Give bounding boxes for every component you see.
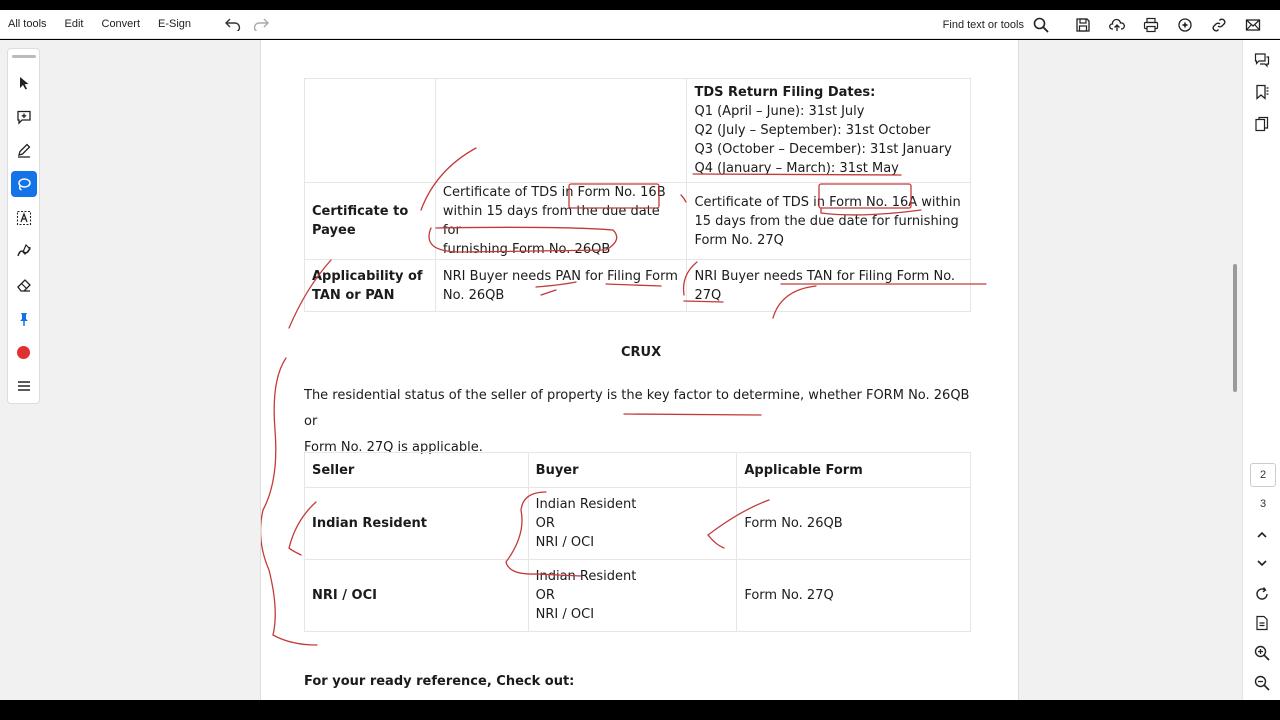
table-header-row [305,453,971,488]
header-seller: Seller [305,453,529,488]
seller-cell: Indian Resident [305,488,529,560]
redo-icon[interactable] [250,14,272,34]
bookmarks-icon[interactable] [1250,80,1274,104]
certificate-label: Certificate to Payee [305,183,436,260]
applicability-tan-cell: NRI Buyer needs TAN for Filing Form No. 27Q [687,260,971,312]
table-row [305,560,971,632]
tds-table [304,78,971,312]
toolbar-grip[interactable] [12,55,36,58]
filing-date-q4: Q4 (January – March): 31st May [694,161,899,176]
menu-convert[interactable]: Convert [101,18,141,30]
header-applicable-form: Applicable Form [737,453,971,488]
crux-paragraph: The residential status of the seller of property is the key factor to determine, whether FORM No. 26QB or Form No. 27Q is applicable. [304,388,970,455]
filing-dates-cell [687,79,971,183]
search-icon[interactable] [1030,10,1052,39]
comments-icon[interactable] [1250,48,1274,72]
header-buyer: Buyer [528,453,737,488]
ai-assistant-icon[interactable] [1168,10,1202,39]
pin-icon[interactable] [11,306,37,332]
menu-edit[interactable]: Edit [64,18,84,30]
more-menu-icon[interactable] [11,373,37,399]
highlight-pen-icon[interactable] [11,137,37,163]
certificate-nri-cell: Certificate of TDS in Form No. 16B within 15 days from the due date for furnishing Form No. 26QB [435,183,687,260]
form-cell: Form No. 26QB [737,488,971,560]
draw-shape-icon[interactable] [11,238,37,264]
zoom-in-icon[interactable] [1250,641,1274,665]
toolbar-right [943,10,1270,39]
crux-heading: CRUX [621,345,662,360]
chevron-down-icon[interactable] [1250,551,1274,575]
vertical-scrollbar[interactable] [1228,40,1242,700]
select-cursor-icon[interactable] [11,70,37,96]
link-icon[interactable] [1202,10,1236,39]
menu-e-sign[interactable]: E-Sign [158,18,192,30]
applicability-pan-cell: NRI Buyer needs PAN for Filing Form No. 26QB [435,260,687,312]
page-info-icon[interactable] [1250,611,1274,635]
seller-cell: NRI / OCI [305,560,529,632]
chevron-up-icon[interactable] [1250,523,1274,547]
eraser-icon[interactable] [11,272,37,298]
add-comment-icon[interactable] [11,104,37,130]
save-icon[interactable] [1066,10,1100,39]
lasso-draw-icon[interactable] [11,171,37,197]
quick-tools-toolbar [7,48,40,404]
table-row [305,79,971,183]
menu-all-tools[interactable]: All tools [8,18,47,30]
buyer-cell: Indian Resident OR NRI / OCI [528,488,737,560]
certificate-27q-cell: Certificate of TDS in Form No. 16A within 15 days from the due date for furnishing Form No. 27Q [687,183,971,260]
right-panel-rail [1242,40,1280,700]
color-red-icon[interactable] [11,340,37,366]
document-workspace [0,40,1280,700]
applicability-label: Applicability of TAN or PAN [305,260,436,312]
filing-dates-title: TDS Return Filing Dates: [694,85,876,100]
text-box-icon[interactable] [11,205,37,231]
top-frame-bar [0,0,1280,10]
table-row [305,488,971,560]
print-icon[interactable] [1134,10,1168,39]
pdf-page [260,40,1019,700]
filing-date-q2: Q2 (July – September): 31st October [694,123,931,138]
form-cell: Form No. 27Q [737,560,971,632]
reference-heading: For your ready reference, Check out: [304,674,575,689]
filing-date-q3: Q3 (October – December): 31st January [694,142,952,157]
find-text-label[interactable]: Find text or tools [942,18,1024,31]
zoom-out-icon[interactable] [1250,671,1274,695]
refresh-icon[interactable] [1250,582,1274,606]
applicable-form-table [304,452,971,632]
table-row [305,183,971,260]
scrollbar-thumb[interactable] [1233,264,1237,392]
upload-cloud-icon[interactable] [1100,10,1134,39]
table-row [305,260,971,312]
buyer-cell: Indian Resident OR NRI / OCI [528,560,737,632]
mail-icon[interactable] [1236,10,1270,39]
page-number-current[interactable]: 2 [1250,463,1276,487]
bottom-frame-bar [0,700,1280,720]
menu-bar [0,10,1280,39]
undo-icon[interactable] [222,14,244,34]
page-number-next[interactable]: 3 [1259,498,1267,510]
filing-date-q1: Q1 (April – June): 31st July [694,104,865,119]
pages-icon[interactable] [1250,112,1274,136]
